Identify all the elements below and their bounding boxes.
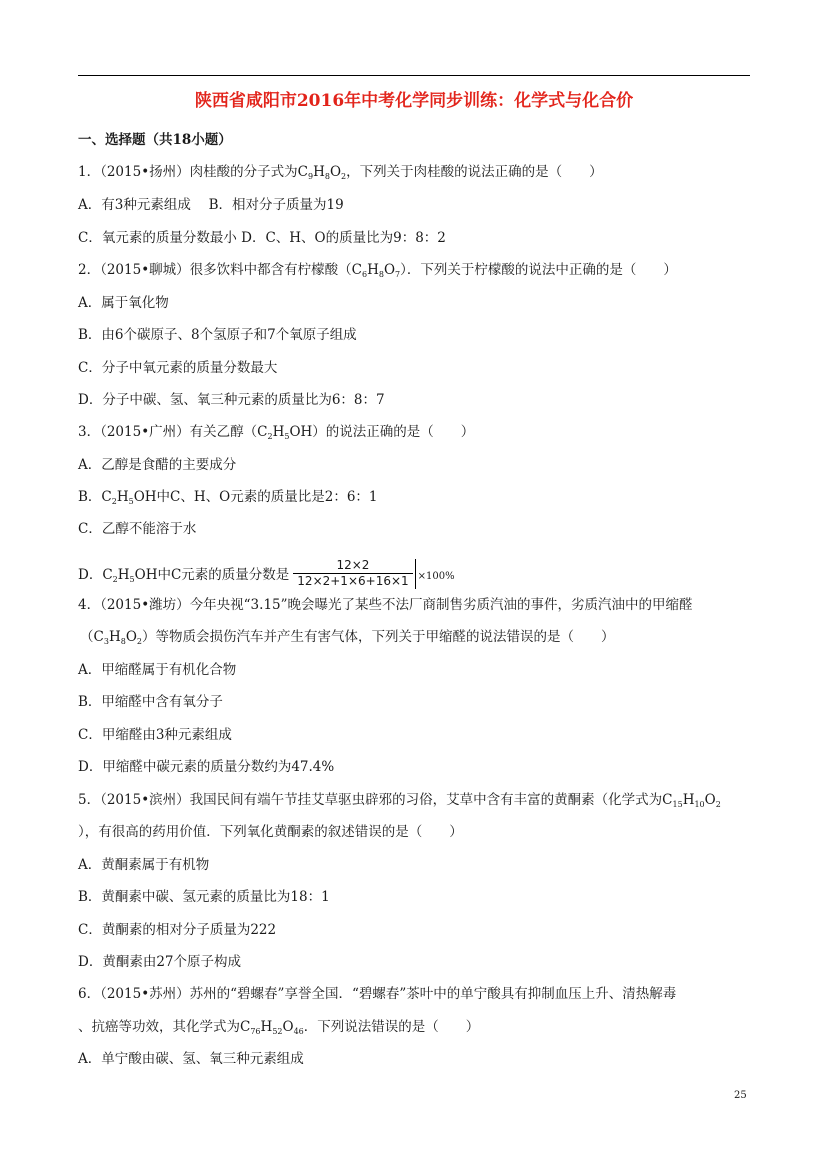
q1-options-cd: C．氧元素的质量分数最小 D．C、H、O的质量比为9：8：2 (78, 230, 446, 246)
q5-option-d: D．黄酮素由27个原子构成 (78, 954, 242, 970)
question-4-line-2: $(C_3H_8O_2)$等物质会损伤汽车并产生有害气体，下列关于甲缩醛的说法错误的是（ ） (80, 629, 615, 646)
q5-option-a: A．黄酮素属于有机物 (78, 857, 210, 873)
q2-option-d: D．分子中碳、氢、氧三种元素的质量比为6：8：7 (78, 392, 385, 408)
q2-option-b: B．由6个碳原子、8个氢原子和7个氧原子组成 (78, 327, 357, 343)
question-1: 1．（2015•扬州）肉桂酸的分子式为$C_9H_8O_2$，下列关于肉桂酸的说法正确的是（ ） (78, 164, 603, 181)
header-rule (78, 75, 750, 76)
fraction-tail: ×100% (417, 571, 455, 582)
q6-option-a: A．单宁酸由碳、氢、氧三种元素组成 (78, 1051, 304, 1067)
page-number: 25 (734, 1090, 747, 1101)
question-6-line-2: 、抗癌等功效，其化学式为$C_{76}H_{52}O_{46}$．下列说法错误的是（ ） (78, 1019, 480, 1036)
q5-option-b: B．黄酮素中碳、氢元素的质量比为18：1 (78, 889, 330, 905)
question-5-line-1: 5．（2015•滨州）我国民间有端午节挂艾草驱虫辟邪的习俗，艾草中含有丰富的黄酮素（化学式为$C_{15}H_{10}O_2$ (78, 792, 721, 809)
fraction-bar-divider (415, 559, 416, 589)
q4-option-a: A．甲缩醛属于有机化合物 (78, 662, 237, 678)
question-4-line-1: 4．（2015•潍坊）今年央视“3.15”晚会曝光了某些不法厂商制售劣质汽油的事件，劣质汽油中的甲缩醛 (78, 597, 693, 613)
q3-option-d: D．$C_2H_5OH$中C元素的质量分数是 $\frac{12\times 2}{12\times 2+1\times 6+16\times 1}$ ×100% (78, 558, 455, 588)
fraction-numerator: 12×2 (336, 558, 370, 572)
q2-option-c: C．分子中氧元素的质量分数最大 (78, 360, 278, 376)
mass-fraction-formula (293, 558, 412, 589)
page-title: 陕西省咸阳市2016年中考化学同步训练：化学式与化合价 (194, 91, 634, 111)
q3-option-a: A．乙醇是食醋的主要成分 (78, 457, 237, 473)
question-6-line-1: 6．（2015•苏州）苏州的“碧螺春”享誉全国．“碧螺春”茶叶中的单宁酸具有抑制血压上升、清热解毒 (78, 986, 677, 1002)
q4-option-d: D．甲缩醛中碳元素的质量分数约为47.4% (78, 759, 335, 775)
question-5-line-2: ），有很高的药用价值．下列氧化黄酮素的叙述错误的是（ ） (78, 824, 463, 840)
q3-option-b: B．$C_2H_5OH$中C、H、O元素的质量比是2：6：1 (78, 489, 378, 506)
q1-options-ab: A．有3种元素组成 B．相对分子质量为19 (78, 197, 344, 213)
q3-option-c: C．乙醇不能溶于水 (78, 521, 197, 537)
question-3: 3．（2015•广州）有关乙醇$(C_2H_5OH)$的说法正确的是（ ） (78, 424, 475, 441)
q5-option-c: C．黄酮素的相对分子质量为222 (78, 922, 277, 938)
section-heading: 一、选择题（共18小题） (78, 132, 232, 148)
q2-option-a: A．属于氧化物 (78, 295, 169, 311)
fraction-denominator: 12×2+1×6+16×1 (293, 573, 412, 589)
question-2: 2．（2015•聊城）很多饮料中都含有柠檬酸$(C_6H_8O_7)$．下列关于柠檬酸的说法中正确的是（ ） (78, 262, 677, 279)
q4-option-c: C．甲缩醛由3种元素组成 (78, 727, 232, 743)
q4-option-b: B．甲缩醛中含有氧分子 (78, 694, 223, 710)
